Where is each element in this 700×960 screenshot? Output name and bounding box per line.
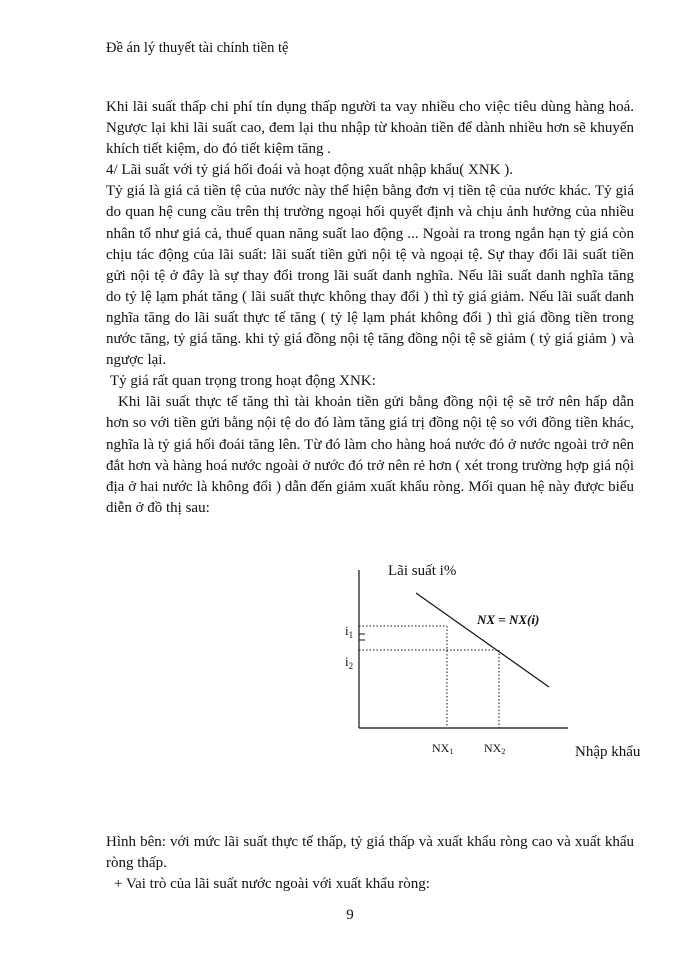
net-export-graph bbox=[330, 548, 660, 768]
y-axis-label: Lãi suất i% bbox=[388, 563, 457, 579]
i2-label: $i_2$ bbox=[345, 654, 354, 671]
body-text-top bbox=[106, 97, 634, 519]
curve-label: NX = NX(i) bbox=[477, 612, 540, 627]
paragraph-figure-caption: Hình bên: với mức lãi suất thực tế thấp, tỷ giá thấp và xuất khẩu ròng cao và xuất khẩu ròng thấp. bbox=[106, 834, 634, 872]
i1-subscript: 1 bbox=[348, 630, 354, 640]
page-header: Đề án lý thuyết tài chính tiền tệ bbox=[106, 40, 289, 56]
paragraph-exchange-rate: Tỷ giá là giá cả tiền tệ của nước này thể hiện bằng đơn vị tiền tệ của nước khác. Tỷ giá do quan hệ cung cầu trên thị trường ngoại hối quyết định và chịu ảnh hưởng của nhiều nhân tố như giá cả, thuế quan năng suất lao động ... Ngoài ra trong ngắn hạn tỷ giá còn chịu tác động của lãi suất: lãi suất tiền gửi nội tệ và ngoại tệ. Sự thay đổi lãi suất tiền gửi nội tệ ở đây là sự thay đổi trong lãi suất danh nghĩa. Nếu lãi suất danh nghĩa tăng do tỷ lệ lạm phát tăng ( lãi suất thực không thay đổi ) thì tỷ giá giảm. Nếu lãi suất danh nghĩa tăng do lãi suất thực tế tăng ( tỷ lệ lạm phát không đổi ) thì giá đồng tiền trong nước tăng, tỷ giá tăng. khi tỷ giá đồng nội tệ tăng đồng nội tệ sẽ giảm ( tỷ giá giảm ) và ngược lại. bbox=[106, 183, 634, 369]
page-number: 9 bbox=[346, 907, 354, 923]
x-axis-label: Nhập khẩu bbox=[575, 744, 641, 760]
paragraph-interest-consumption: Khi lãi suất thấp chi phí tín dụng thấp người ta vay nhiều cho việc tiêu dùng hàng hoá. Ngược lại khi lãi suất cao, đem lại thu nhập từ khoản tiền để dành nhiều hơn sẽ khuyến khích tiết kiệm, do đó tiết kiệm tăng . bbox=[106, 99, 634, 158]
paragraph-real-interest: Khi lãi suất thực tế tăng thì tài khoản tiền gửi bằng đồng nội tệ sẽ trở nên hấp dẫn hơn so với tiền gửi bằng nội tệ do đó làm tăng giá trị đồng nội tệ so với đồng tiền khác, nghĩa là tỷ giá hối đoái tăng lên. Từ đó làm cho hàng hoá nước đó ở nước ngoài trở nên đắt hơn và hàng hoá nước ngoài ở nước đó trở nên rẻ hơn ( xét trong trường hợp giá nội địa ở hai nước là không đổi ) dẫn đến giảm xuất khẩu ròng. Mối quan hệ này được biểu diễn ở đồ thị sau: bbox=[106, 394, 634, 516]
nx-curve bbox=[416, 593, 549, 687]
paragraph-foreign-interest: + Vai trò của lãi suất nước ngoài với xuất khẩu ròng: bbox=[114, 876, 430, 893]
i2-subscript: 2 bbox=[348, 661, 354, 671]
nx2-label: NX2 bbox=[484, 741, 506, 756]
paragraph-xnk-importance: Tỷ giá rất quan trọng trong hoạt động XNK: bbox=[110, 373, 376, 390]
nx2-subscript: 2 bbox=[501, 747, 506, 756]
nx1-subscript: 1 bbox=[449, 747, 454, 756]
section-heading: 4/ Lãi suất với tỷ giá hối đoái và hoạt động xuất nhập khẩu( XNK ). bbox=[106, 162, 514, 179]
i1-label: $i_1$ bbox=[345, 623, 354, 640]
body-text-bottom bbox=[106, 832, 634, 895]
nx1-label: NX1 bbox=[432, 741, 454, 756]
